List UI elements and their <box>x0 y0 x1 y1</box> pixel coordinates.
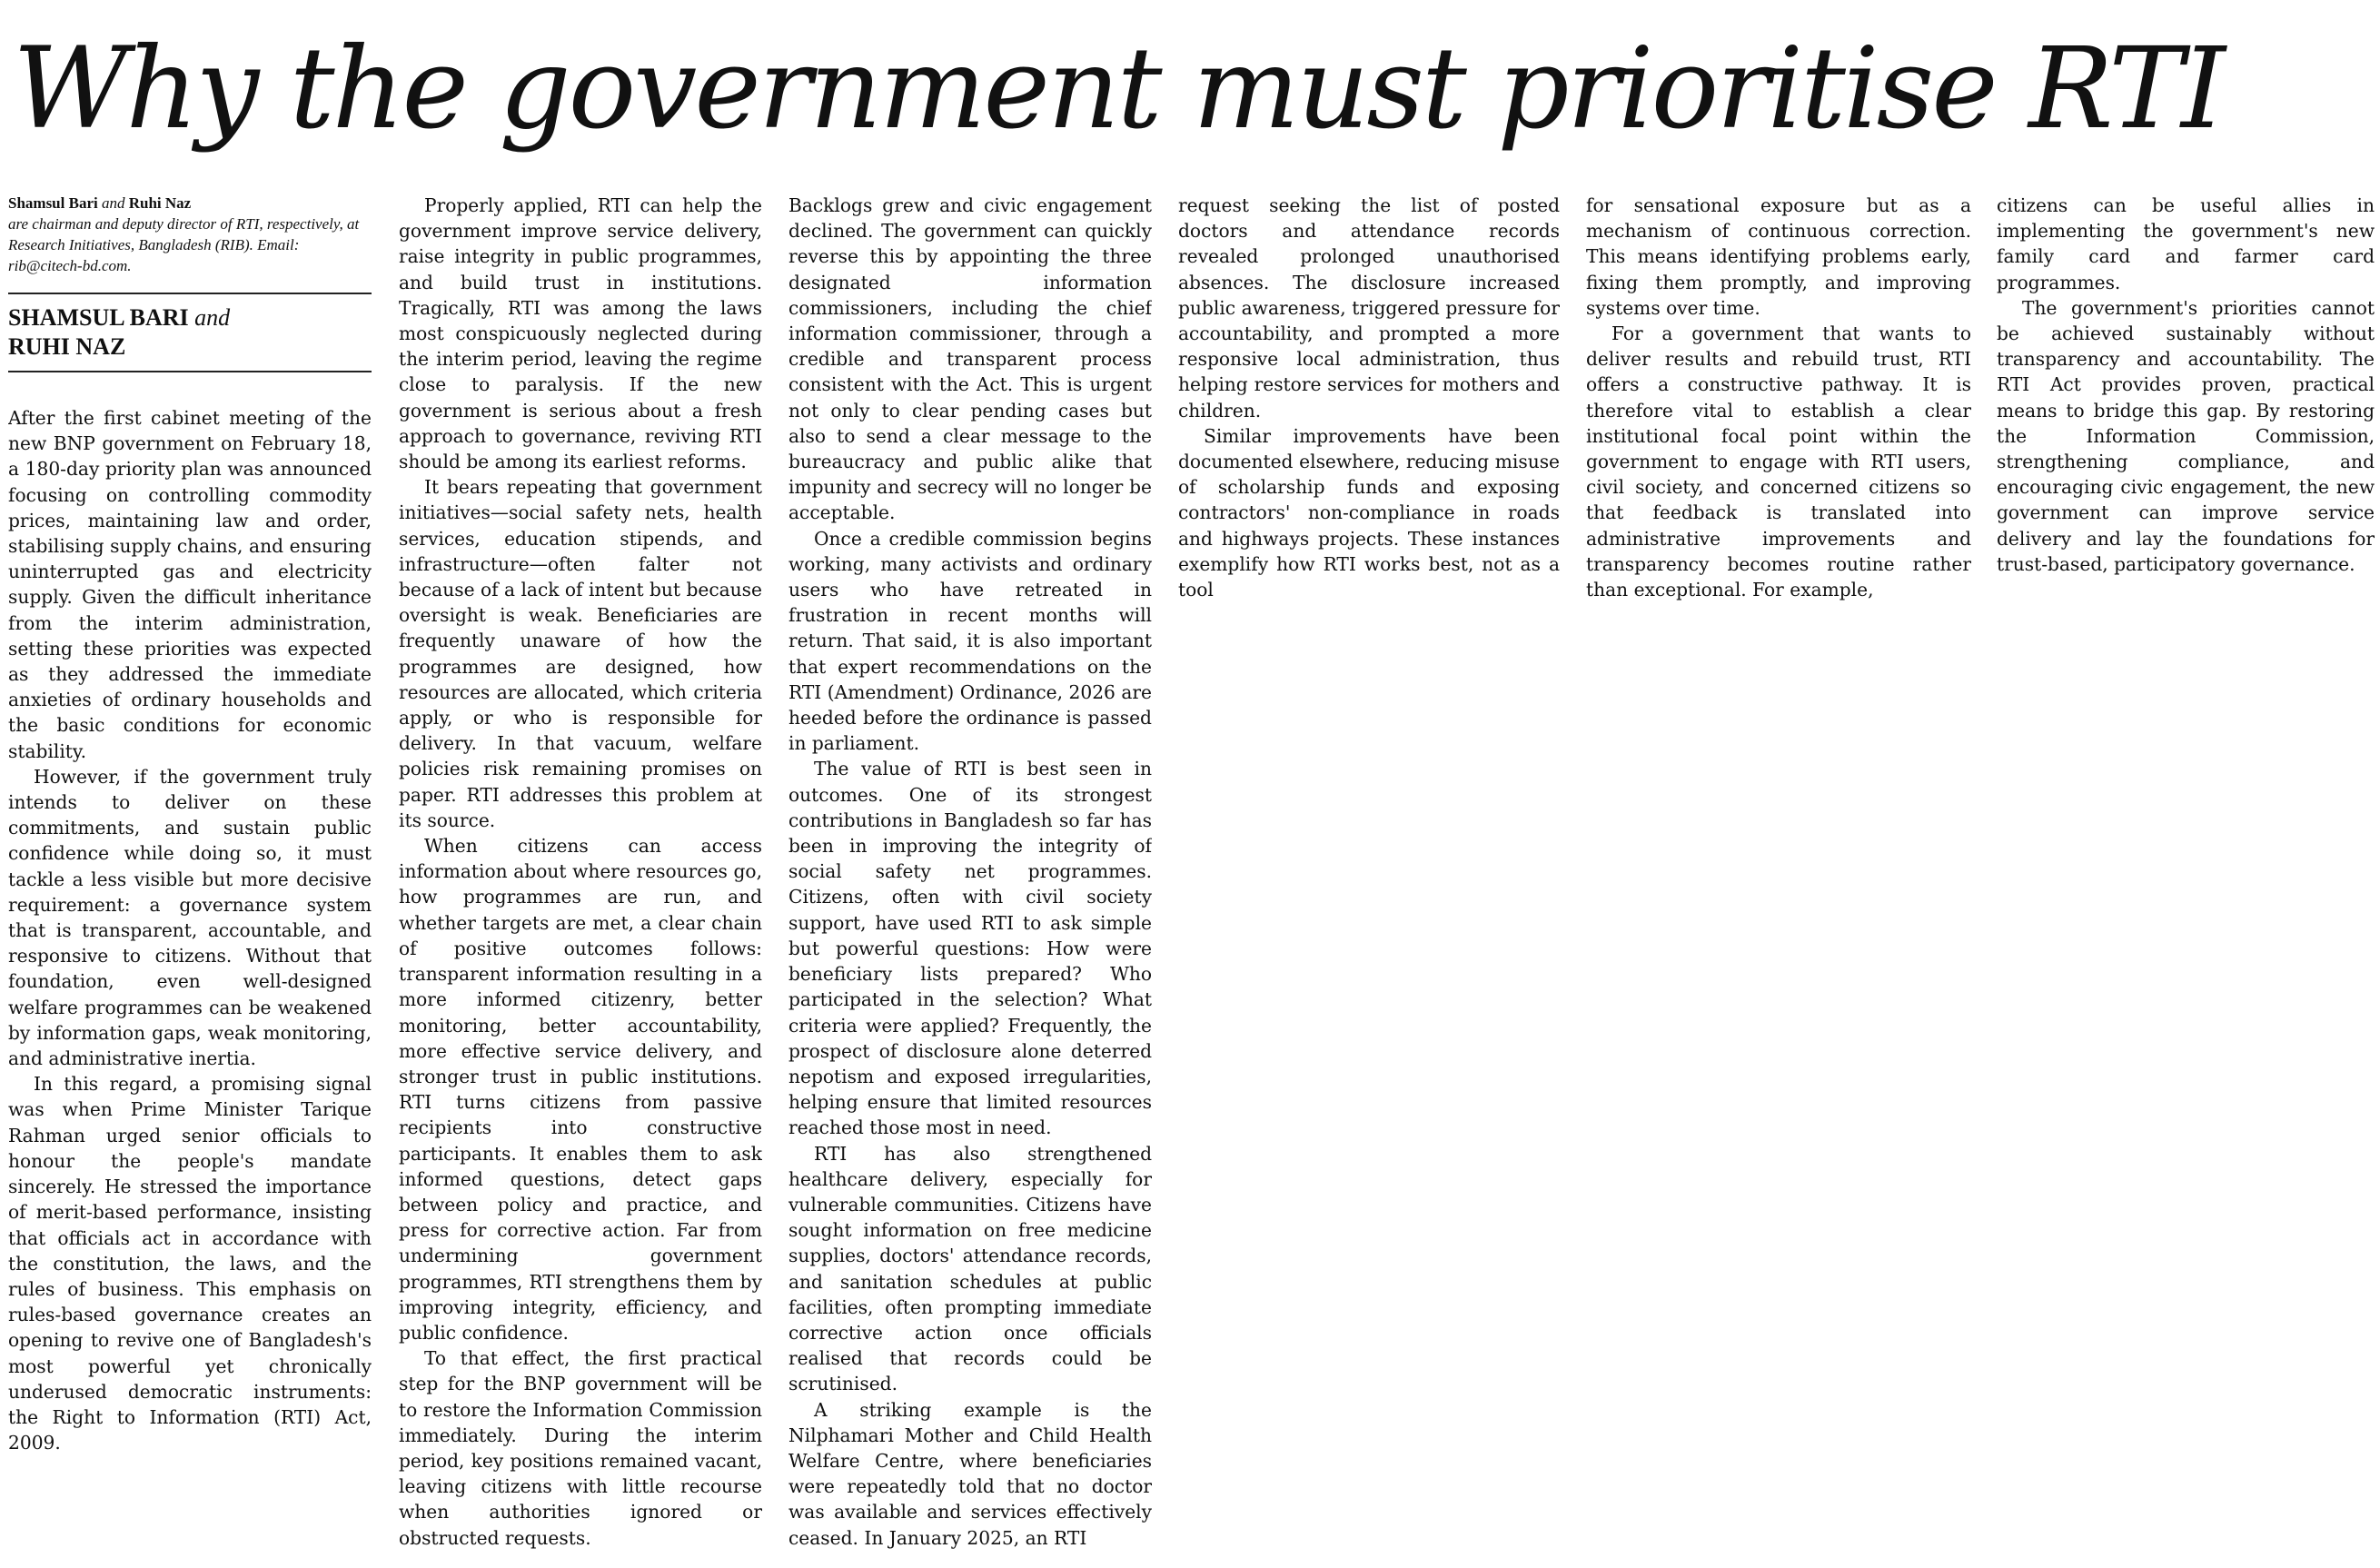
column-2 <box>399 193 762 1563</box>
byline-conjunction: and <box>194 304 231 331</box>
paragraph: RTI has also strengthened healthcare delivery, especially for vulnerable communities. Citizens have sought information on free medicine supplies, doctors' attendance records, and sanitation schedules at public facilities, often prompting immediate corrective action once officials realised that records could be scrutinised. <box>788 1142 1152 1395</box>
paragraph: The government's priorities cannot be achieved sustainably without transparency and accountability. The RTI Act provides proven, practical means to bridge this gap. By restoring the Information Commission, strengthening compliance, and encouraging civic engagement, the new government can improve service delivery and lay the foundations for trust-based, participatory governance. <box>1997 296 2375 575</box>
headline: Why the government must prioritise RTI <box>13 24 2223 154</box>
byline <box>8 294 372 371</box>
paragraph: A striking example is the Nilphamari Mother and Child Health Welfare Centre, where beneficiaries were repeatedly told that no doctor was available and services effectively ceased. In January 2025, an RTI <box>788 1398 1152 1549</box>
paragraph: When citizens can access information about where resources go, how programmes are run, and whether targets are met, a clear chain of positive outcomes follows: transparent information resulting in a more informed citizenry, better monitoring, better accountability, more effective service delivery, and stronger trust in public institutions. RTI turns citizens from passive recipients into constructive participants. It enables them to ask informed questions, detect gaps between policy and practice, and press for corrective action. Far from undermining government programmes, RTI strengthens them by improving integrity, efficiency, and public confidence. <box>399 835 762 1344</box>
byline-name-1: SHAMSUL BARI <box>8 304 189 331</box>
column-4 <box>1178 193 1560 1563</box>
paragraph: Similar improvements have been documented elsewhere, reducing misuse of scholarship funds and exposing contractors' non-compliance in roads and highways projects. These instances exemplify how RTI works best, not as a tool <box>1178 424 1560 601</box>
author-bio-name-1: Shamsul Bari <box>8 194 98 212</box>
paragraph: Properly applied, RTI can help the government improve service delivery, raise integrity in public programmes, and build trust in institutions. Tragically, RTI was among the laws most conspicuously neglected during the interim period, leaving the regime close to paralysis. If the new government is serious about a fresh approach to governance, reviving RTI should be among its earliest reforms. <box>399 194 762 473</box>
column-3 <box>788 193 1152 1563</box>
author-bio-description: are chairman and deputy director of RTI, respectively, at Research Initiatives, Bangladesh (RIB). Email: rib@citech-bd.com. <box>8 215 360 274</box>
column-1 <box>8 193 372 1563</box>
author-bio-conjunction: and <box>101 194 125 212</box>
paragraph: To that effect, the first practical step for the BNP government will be to restore the Information Commission immediately. During the interim period, key positions remained vacant, leaving citizens with little recourse when authorities ignored or obstructed requests. <box>399 1347 762 1549</box>
paragraph: request seeking the list of posted doctors and attendance records revealed prolonged unauthorised absences. The disclosure increased public awareness, triggered pressure for accountability, and prompted a more responsive local administration, thus helping restore services for mothers and children. <box>1178 194 1560 422</box>
column-6 <box>1997 193 2375 1563</box>
byline-name-2: RUHI NAZ <box>8 333 126 360</box>
byline-spacer <box>8 372 372 405</box>
paragraph: for sensational exposure but as a mechanism of continuous correction. This means identifying problems early, fixing them promptly, and improving systems over time. <box>1586 194 1971 319</box>
paragraph: Once a credible commission begins working, many activists and ordinary users who have retreated in frustration in recent months will return. That said, it is also important that expert recommendations on the RTI (Amendment) Ordinance, 2026 are heeded before the ordinance is passed in parliament. <box>788 527 1152 755</box>
paragraph: For a government that wants to deliver results and rebuild trust, RTI offers a constructive pathway. It is therefore vital to establish a clear institutional focal point within the government to engage with RTI users, civil society, and concerned citizens so that feedback is translated into administrative improvements and transparency becomes routine rather than exceptional. For example, <box>1586 323 1971 601</box>
paragraph: After the first cabinet meeting of the new BNP government on February 18, a 180-day priority plan was announced focusing on controlling commodity prices, maintaining law and order, stabilising supply chains, and ensuring uninterrupted gas and electricity supply. Given the difficult inheritance from the interim administration, setting these priorities was expected as they addressed the immediate anxieties of ordinary households and the basic conditions for economic stability. <box>8 407 372 762</box>
paragraph: In this regard, a promising signal was when Prime Minister Tarique Rahman urged senior officials to honour the people's mandate sincerely. He stressed the importance of merit-based performance, insisting that officials act in accordance with the constitution, the laws, and the rules of business. This emphasis on rules-based governance creates an opening to revive one of Bangladesh's most powerful yet chronically underused democratic instruments: the Right to Information (RTI) Act, 2009. <box>8 1073 372 1454</box>
author-bio-name-2: Ruhi Naz <box>128 194 192 212</box>
paragraph: However, if the government truly intends to deliver on these commitments, and sustain public confidence while doing so, it must tackle a less visible but more decisive requirement: a governance system that is transparent, accountable, and responsive to citizens. Without that foundation, even well-designed welfare programmes can be weakened by information gaps, weak monitoring, and administrative inertia. <box>8 765 372 1070</box>
paragraph: It bears repeating that government initiatives—social safety nets, health services, education stipends, and infrastructure—often falter not because of a lack of intent but because oversight is weak. Beneficiaries are frequently unaware of how the programmes are designed, how resources are allocated, which criteria apply, or who is responsible for delivery. In that vacuum, welfare policies risk remaining promises on paper. RTI addresses this problem at its source. <box>399 476 762 831</box>
column-5 <box>1586 193 1971 1563</box>
author-bio <box>8 193 372 276</box>
paragraph: citizens can be useful allies in implementing the government's new family card and farmer card programmes. <box>1997 194 2375 293</box>
paragraph: Backlogs grew and civic engagement declined. The government can quickly reverse this by appointing the three designated information commissioners, including the chief information commissioner, through a credible and transparent process consistent with the Act. This is urgent not only to clear pending cases but also to send a clear message to the bureaucracy and public alike that impunity and secrecy will no longer be acceptable. <box>788 194 1152 524</box>
paragraph: The value of RTI is best seen in outcomes. One of its strongest contributions in Bangladesh so far has been in improving the integrity of social safety net programmes. Citizens, often with civil society support, have used RTI to ask simple but powerful questions: How were beneficiary lists prepared? Who participated in the selection? What criteria were applied? Frequently, the prospect of disclosure alone deterred nepotism and exposed irregularities, helping ensure that limited resources reached those most in need. <box>788 758 1152 1139</box>
